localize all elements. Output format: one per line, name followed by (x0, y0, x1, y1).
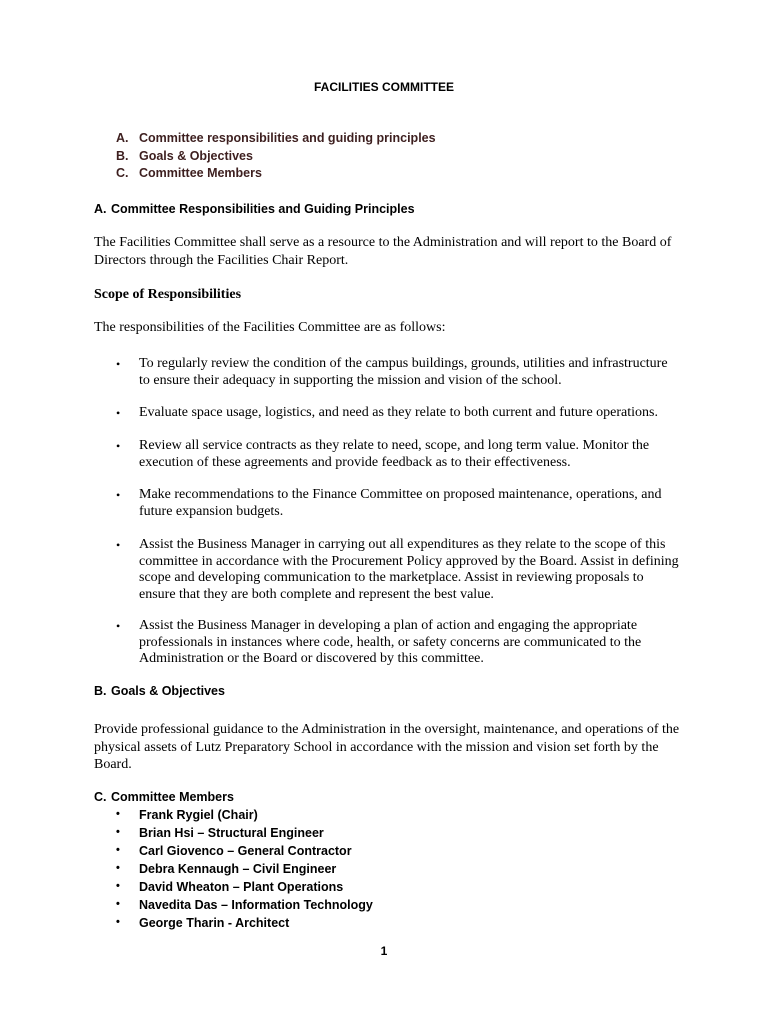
member-name: George Tharin - Architect (139, 916, 290, 930)
toc-item-number: B. (116, 149, 129, 163)
section-a-intro: The Facilities Committee shall serve as a resource to the Administration and will report to the Board of Directors through the Facilities Chair Report. (94, 235, 672, 268)
member-item (116, 862, 337, 876)
list-item (116, 438, 679, 471)
list-item-text: Evaluate space usage, logistics, and need as they relate to both current and future operations. (139, 405, 658, 420)
bullet-glyph: • (116, 619, 121, 633)
member-name: Navedita Das – Information Technology (139, 898, 373, 912)
bullet-glyph: • (116, 880, 120, 892)
toc-item-number: A. (116, 131, 129, 145)
section-a-heading (94, 202, 415, 216)
list-item-text: To regularly review the condition of the campus buildings, grounds, utilities and infrastructure to ensure their adequacy in supporting the mission and vision of the school. (139, 356, 668, 388)
member-name: Frank Rygiel (Chair) (139, 808, 258, 822)
section-heading-text: Committee Members (111, 790, 234, 804)
list-item (116, 618, 679, 668)
list-item (116, 537, 679, 603)
section-number: A. (94, 202, 107, 216)
member-item (116, 916, 290, 930)
section-b-heading (94, 684, 225, 698)
list-item (116, 405, 679, 422)
toc-item-a (116, 131, 436, 145)
toc-item-label: Committee Members (139, 166, 262, 180)
member-item (116, 880, 344, 894)
bullet-glyph: • (116, 488, 121, 502)
section-heading-text: Committee Responsibilities and Guiding Principles (111, 202, 415, 216)
bullet-glyph: • (116, 826, 120, 838)
section-b-text: Provide professional guidance to the Administration in the oversight, maintenance, and operations of the physical assets of Lutz Preparatory School in accordance with the mission and vision set forth by the Board. (94, 722, 680, 772)
list-item-text: Make recommendations to the Finance Committee on proposed maintenance, operations, and future expansion budgets. (139, 487, 662, 519)
bullet-glyph: • (116, 406, 121, 420)
document-title: FACILITIES COMMITTEE (314, 80, 454, 94)
member-item (116, 898, 373, 912)
list-item-text: Assist the Business Manager in developing a plan of action and engaging the appropriate professionals in instances where code, health, or safety concerns are communicated to the Administration or the Board or discovered by this committee. (139, 618, 642, 666)
bullet-glyph: • (116, 538, 121, 552)
toc-item-b (116, 149, 253, 163)
section-number: C. (94, 790, 107, 804)
bullet-glyph: • (116, 439, 121, 453)
bullet-glyph: • (116, 808, 120, 820)
bullet-glyph: • (116, 357, 121, 371)
scope-heading: Scope of Responsibilities (94, 287, 242, 302)
bullet-glyph: • (116, 898, 120, 910)
list-item-text: Assist the Business Manager in carrying out all expenditures as they relate to the scope of this committee in accordance with the Procurement Policy approved by the Board. Assist in defining scope and developing communication to the marketplace. Assist in reviewing proposals to ensure that they are both complete and represent the best value. (139, 537, 679, 602)
member-name: David Wheaton – Plant Operations (139, 880, 344, 894)
member-item (116, 808, 258, 822)
section-c-heading (94, 790, 234, 804)
list-item (116, 487, 679, 520)
section-number: B. (94, 684, 107, 698)
bullet-glyph: • (116, 916, 120, 928)
member-item (116, 844, 352, 858)
toc-item-number: C. (116, 166, 129, 180)
section-heading-text: Goals & Objectives (111, 684, 225, 698)
toc-item-label: Goals & Objectives (139, 149, 253, 163)
member-item (116, 826, 324, 840)
page-number: 1 (380, 944, 388, 958)
toc-item-label: Committee responsibilities and guiding principles (139, 131, 436, 145)
member-name: Carl Giovenco – General Contractor (139, 844, 352, 858)
toc-item-c (116, 166, 262, 180)
bullet-glyph: • (116, 844, 120, 856)
list-item (116, 356, 679, 389)
list-item-text: Review all service contracts as they relate to need, scope, and long term value. Monitor the execution of these agreements and provide feedback as to their effectiveness. (139, 438, 650, 470)
member-name: Debra Kennaugh – Civil Engineer (139, 862, 337, 876)
bullet-glyph: • (116, 862, 120, 874)
scope-intro: The responsibilities of the Facilities Committee are as follows: (94, 320, 446, 335)
member-name: Brian Hsi – Structural Engineer (139, 826, 324, 840)
